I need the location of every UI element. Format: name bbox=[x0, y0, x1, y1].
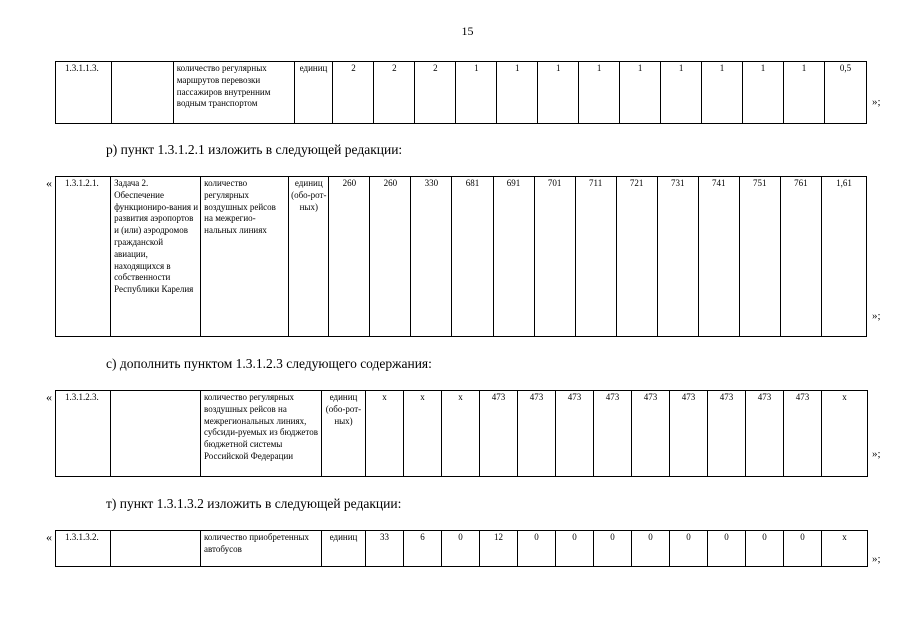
unit-cell: единиц (обо-рот-ных) bbox=[289, 177, 329, 337]
value-cell: 0 bbox=[518, 531, 556, 567]
row-code: 1.3.1.3.2. bbox=[56, 531, 111, 567]
value-cell: 1 bbox=[538, 62, 579, 124]
value-cell: 330 bbox=[411, 177, 452, 337]
value-cell: 260 bbox=[370, 177, 411, 337]
value-cell: 473 bbox=[480, 391, 518, 477]
value-cell: 1 bbox=[743, 62, 784, 124]
value-cell: 2 bbox=[415, 62, 456, 124]
value-cell: 0,5 bbox=[824, 62, 866, 124]
value-cell: 1 bbox=[579, 62, 620, 124]
value-cell: 701 bbox=[534, 177, 575, 337]
value-cell: 1 bbox=[497, 62, 538, 124]
value-cell: 2 bbox=[333, 62, 374, 124]
value-cell: 6 bbox=[404, 531, 442, 567]
opening-quote: « bbox=[46, 390, 52, 404]
value-cell: 33 bbox=[366, 531, 404, 567]
paragraph-t: т) пункт 1.3.1.3.2 изложить в следующей редакции: bbox=[106, 496, 402, 511]
value-cell: 12 bbox=[480, 531, 518, 567]
indicator-cell: количество приобретенных автобусов bbox=[201, 531, 322, 567]
value-cell: x bbox=[442, 391, 480, 477]
value-cell: 2 bbox=[374, 62, 415, 124]
closing-quote: »; bbox=[872, 96, 881, 108]
value-cell: 1 bbox=[702, 62, 743, 124]
indicator-cell: количество регулярных воздушных рейсов на межрегиональных линиях, субсиди-руемых из бюджетов бюджетной системы Российской Федерации bbox=[201, 391, 322, 477]
paragraph-p: р) пункт 1.3.1.2.1 изложить в следующей редакции: bbox=[106, 142, 403, 157]
opening-quote: « bbox=[46, 176, 52, 190]
value-cell: 1 bbox=[620, 62, 661, 124]
value-cell: 0 bbox=[442, 531, 480, 567]
value-cell: 681 bbox=[452, 177, 493, 337]
indicator-table-3 bbox=[55, 390, 868, 477]
value-cell: 761 bbox=[780, 177, 821, 337]
value-cell: 260 bbox=[329, 177, 370, 337]
value-cell: 0 bbox=[670, 531, 708, 567]
row-code: 1.3.1.2.3. bbox=[56, 391, 111, 477]
value-cell: 751 bbox=[739, 177, 780, 337]
table-row bbox=[56, 62, 867, 124]
row-code: 1.3.1.2.1. bbox=[56, 177, 111, 337]
unit-cell: единиц (обо-рот-ных) bbox=[322, 391, 366, 477]
value-cell: 1 bbox=[661, 62, 702, 124]
value-cell: x bbox=[822, 531, 868, 567]
indicator-table-1 bbox=[55, 61, 867, 124]
value-cell: 0 bbox=[632, 531, 670, 567]
value-cell: 731 bbox=[657, 177, 698, 337]
value-cell: 691 bbox=[493, 177, 534, 337]
indicator-table-2 bbox=[55, 176, 867, 337]
value-cell: 473 bbox=[594, 391, 632, 477]
value-cell: 473 bbox=[746, 391, 784, 477]
task-cell bbox=[112, 62, 173, 124]
value-cell: 721 bbox=[616, 177, 657, 337]
value-cell: 0 bbox=[556, 531, 594, 567]
value-cell: 473 bbox=[556, 391, 594, 477]
closing-quote: »; bbox=[872, 553, 881, 565]
value-cell: 0 bbox=[784, 531, 822, 567]
value-cell: 0 bbox=[746, 531, 784, 567]
value-cell: 741 bbox=[698, 177, 739, 337]
table-row bbox=[56, 531, 868, 567]
table-row bbox=[56, 177, 867, 337]
value-cell: 1 bbox=[783, 62, 824, 124]
paragraph-s: с) дополнить пунктом 1.3.1.2.3 следующего содержания: bbox=[106, 356, 432, 371]
task-cell: Задача 2. Обеспечение функциониро-вания и развития аэропортов и (или) аэродромов гражданской авиации, находящихся в собственности Республики Карелия bbox=[111, 177, 201, 337]
page-number: 15 bbox=[461, 24, 474, 38]
value-cell: 473 bbox=[518, 391, 556, 477]
indicator-cell: количество регулярных маршрутов перевозки пассажиров внутренним водным транспортом bbox=[173, 62, 294, 124]
value-cell: 0 bbox=[594, 531, 632, 567]
task-cell bbox=[111, 531, 201, 567]
opening-quote: « bbox=[46, 530, 52, 544]
indicator-cell: количество регулярных воздушных рейсов на межрегио-нальных линиях bbox=[201, 177, 289, 337]
value-cell: 711 bbox=[575, 177, 616, 337]
closing-quote: »; bbox=[872, 448, 881, 460]
value-cell: 473 bbox=[670, 391, 708, 477]
unit-cell: единиц bbox=[322, 531, 366, 567]
value-cell: 473 bbox=[632, 391, 670, 477]
value-cell: 473 bbox=[708, 391, 746, 477]
row-code: 1.3.1.1.3. bbox=[56, 62, 112, 124]
task-cell bbox=[111, 391, 201, 477]
unit-cell: единиц bbox=[294, 62, 333, 124]
value-cell: 1 bbox=[456, 62, 497, 124]
value-cell: x bbox=[404, 391, 442, 477]
value-cell: x bbox=[366, 391, 404, 477]
indicator-table-4 bbox=[55, 530, 868, 567]
table-row bbox=[56, 391, 868, 477]
value-cell: 1,61 bbox=[821, 177, 866, 337]
closing-quote: »; bbox=[872, 310, 881, 322]
value-cell: 473 bbox=[784, 391, 822, 477]
value-cell: x bbox=[822, 391, 868, 477]
value-cell: 0 bbox=[708, 531, 746, 567]
